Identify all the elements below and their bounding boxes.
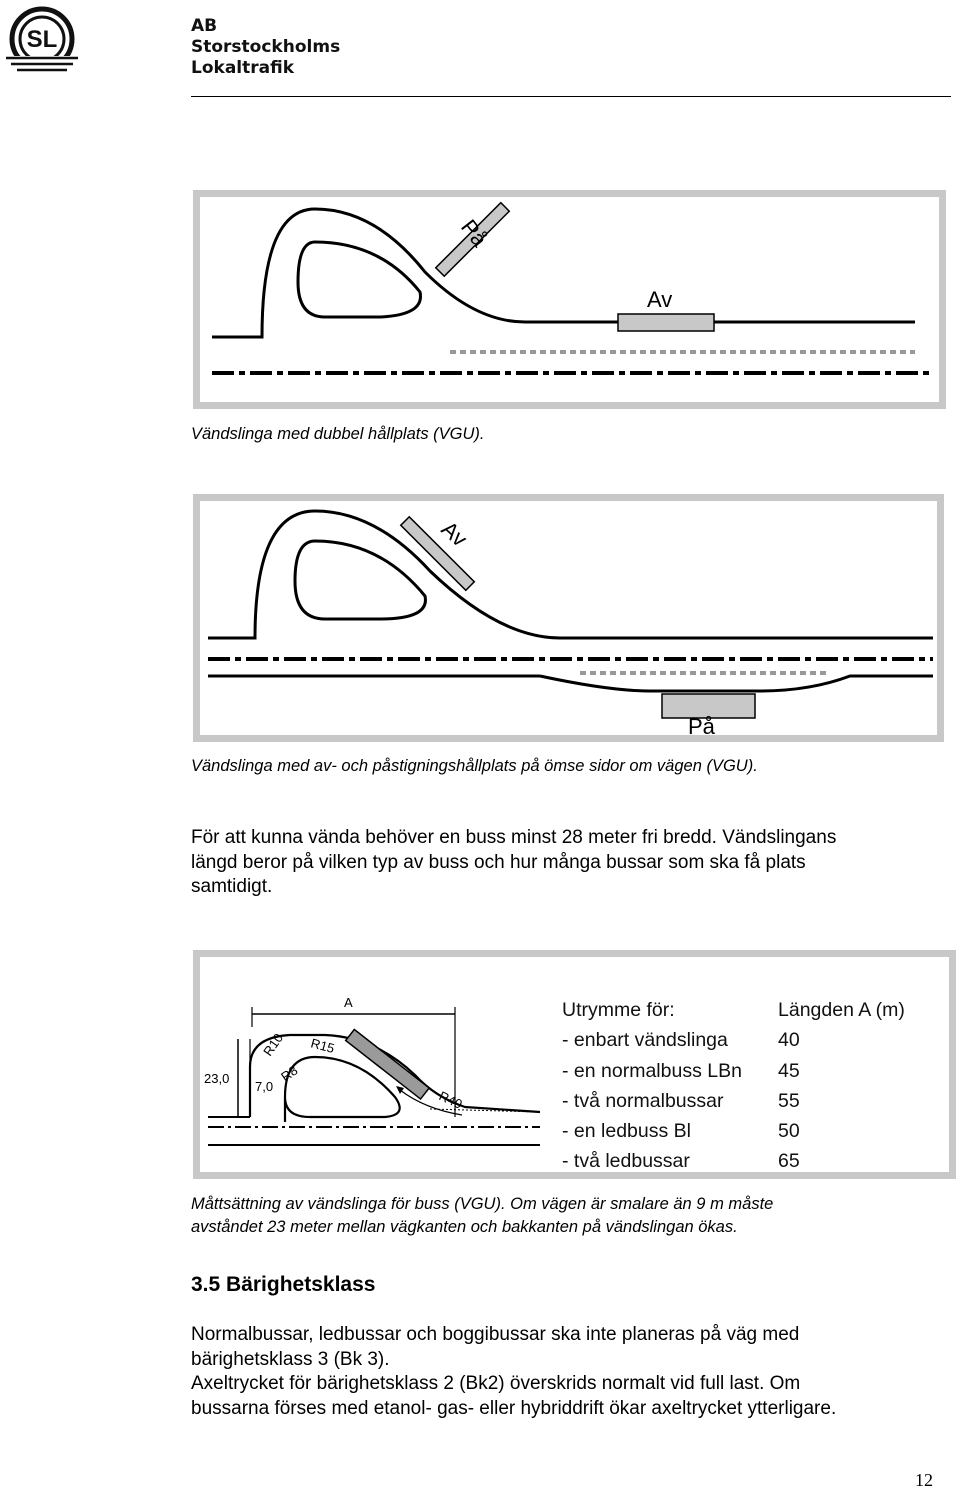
table-row-value: 55 (778, 1090, 800, 1112)
table-row-value: 45 (778, 1060, 800, 1082)
logo-text: SL (26, 26, 58, 53)
sl-logo (2, 6, 82, 76)
table-row-value: 40 (778, 1029, 800, 1051)
figure2-caption: Vändslinga med av- och påstigningshållplats på ömse sidor om vägen (VGU). (191, 757, 758, 775)
paragraph-line: längd beror på vilken typ av buss och hur många bussar som ska få plats (191, 851, 806, 873)
section-body (191, 1323, 951, 1421)
dim-a: A (344, 995, 353, 1010)
table-header-space: Utrymme för: (562, 999, 675, 1021)
section-line: Normalbussar, ledbussar och boggibussar ska inte planeras på väg med (191, 1324, 800, 1345)
company-line: Storstockholms (191, 37, 341, 57)
label-off: Av (436, 516, 473, 552)
caption-line: avståndet 23 meter mellan vägkanten och bakkanten på vändslingan ökas. (191, 1218, 738, 1236)
header-rule (191, 96, 951, 97)
company-line: Lokaltrafik (191, 58, 295, 78)
figure1-caption: Vändslinga med dubbel hållplats (VGU). (191, 425, 485, 443)
table-row-value: 65 (778, 1150, 800, 1172)
dim-7: 7,0 (255, 1079, 274, 1094)
label-off: Av (647, 287, 673, 312)
radius-r15: R15 (309, 1035, 337, 1057)
caption-line: Måttsättning av vändslinga för buss (VGU). Om vägen är smalare än 9 m måste (191, 1195, 774, 1213)
radius-r10: R10 (260, 1030, 287, 1059)
section-heading: 3.5 Bärighetsklass (191, 1273, 376, 1296)
section-line: bussarna förses med etanol- gas- eller hybriddrift ökar axeltrycket ytterligare. (191, 1397, 837, 1419)
figure-turnaround-dimensions (193, 950, 956, 1179)
paragraph (191, 826, 931, 900)
company-name (191, 16, 340, 79)
table-header-length: Längden A (m) (778, 999, 905, 1021)
label-on: På (688, 714, 715, 735)
company-line: AB (191, 16, 218, 36)
figure-turnaround-both-sides (193, 494, 944, 742)
section-line: Axeltrycket för bärighetsklass 2 (Bk2) överskrids normalt vid full last. Om (191, 1373, 801, 1394)
radius-r40: R40 (436, 1088, 465, 1112)
table-row-value: 50 (778, 1120, 800, 1142)
table-row-label: - enbart vändslinga (562, 1029, 728, 1051)
page-number: 12 (915, 1470, 933, 1490)
figure-turnaround-double-stop (193, 190, 946, 409)
dim-23: 23,0 (204, 1071, 230, 1086)
table-row-label: - en normalbuss LBn (562, 1060, 742, 1082)
section-line: bärighetsklass 3 (Bk 3). (191, 1348, 390, 1370)
label-on: På (456, 214, 493, 252)
table-row-label: - två normalbussar (562, 1090, 724, 1112)
table-row-label: - två ledbussar (562, 1150, 690, 1172)
radius-r8: R8 (278, 1062, 301, 1085)
table-row-label: - en ledbuss Bl (562, 1120, 691, 1142)
paragraph-line: För att kunna vända behöver en buss minst 28 meter fri bredd. Vändslingans (191, 827, 837, 848)
paragraph-line: samtidigt. (191, 876, 273, 897)
figure3-caption (191, 1193, 951, 1239)
